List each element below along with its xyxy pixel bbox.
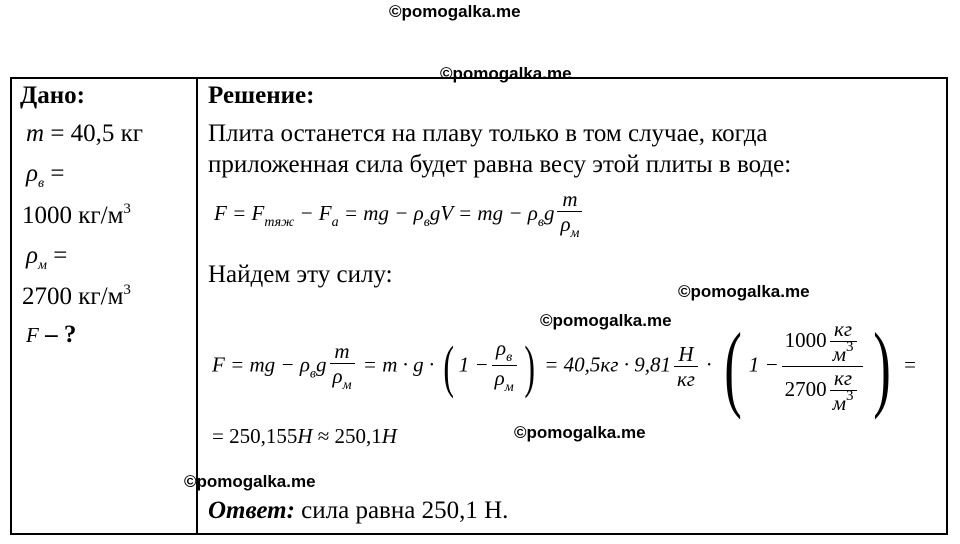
f2-inner-fraction-1	[830, 318, 857, 366]
f2-frac2-num-sub: в	[506, 350, 513, 365]
watermark: ©pomogalka.me	[540, 311, 672, 330]
f2-inner2-den	[830, 390, 857, 415]
f3-unit1: Н	[297, 424, 313, 448]
rho-marble-sub: м	[38, 258, 47, 273]
mass-var: m	[26, 120, 45, 147]
solution-heading: Решение:	[208, 82, 315, 109]
f2-one-minus-2: 1 −	[748, 352, 779, 377]
f2-inner1-num: кг	[834, 317, 853, 341]
cube-superscript: 3	[123, 282, 131, 298]
f2-frac1-den-rho: ρ	[332, 363, 343, 388]
f1-mid2: gV = mg − ρ	[429, 200, 538, 225]
formula-calculation	[212, 312, 917, 420]
f2-equals: =	[897, 352, 917, 377]
f1-mid: = mg − ρ	[338, 200, 424, 225]
find-var: F	[26, 323, 39, 347]
f1-sub-a: а	[331, 214, 339, 230]
f2-frac2-num	[493, 337, 515, 365]
f2-inner1-den	[830, 341, 857, 366]
f2-kg: кг	[600, 352, 619, 377]
mass-value: = 40,5 кг	[44, 120, 144, 147]
f2-big-num-value: 1000	[784, 327, 827, 352]
f2-inner2-den-m: м	[832, 391, 847, 416]
f2-dot-981: · 9,81	[618, 352, 671, 377]
rho-symbol: ρ	[26, 160, 38, 187]
f1-fraction	[557, 188, 582, 242]
f2-unit-num: Н	[678, 341, 694, 366]
table-border-right	[946, 77, 948, 535]
f3-approx: ≈ 250,1	[312, 424, 382, 448]
f1-sub-v2: в	[537, 214, 544, 230]
solution-text-line2: приложенная сила будет равна весу этой плиты в воде:	[208, 151, 792, 178]
f2-inner1-den-m: м	[832, 342, 847, 367]
f1-frac-num: m	[562, 187, 578, 211]
watermark: ©pomogalka.me	[389, 2, 521, 21]
given-mass	[26, 121, 143, 146]
answer-label: Ответ:	[208, 497, 295, 524]
watermark: ©pomogalka.me	[514, 423, 646, 442]
rho-marble-eq: =	[46, 242, 68, 269]
f2-frac2-den-rho: ρ	[494, 366, 505, 391]
f2-inner2-cube: 3	[846, 388, 854, 405]
big-right-paren: )	[872, 312, 891, 420]
f2-frac1-num: m	[334, 338, 350, 363]
f1-g: g	[543, 200, 555, 225]
watermark: ©pomogalka.me	[440, 64, 572, 83]
f3-unit2: Н	[381, 424, 397, 448]
formula-result	[212, 424, 397, 449]
f1-frac-den-rho: ρ	[560, 212, 571, 237]
f2-unit-fraction	[674, 343, 698, 391]
f2-big-num	[782, 318, 863, 366]
rho-water-value: 1000 кг/м	[22, 202, 124, 229]
f1-sub-v1: в	[423, 214, 430, 230]
left-paren: (	[443, 333, 455, 399]
given-rho-water-value	[22, 203, 131, 228]
answer	[208, 498, 508, 523]
f1-frac-den	[557, 211, 582, 242]
cube-superscript: 3	[123, 201, 131, 217]
watermark: ©pomogalka.me	[184, 472, 316, 491]
f1-minus-fa: − F	[294, 200, 332, 225]
rho-marble-value: 2700 кг/м	[22, 283, 124, 310]
f2-one-minus: 1 −	[458, 352, 489, 377]
f2-inner-fraction-2	[830, 367, 857, 415]
f2-g: g	[316, 352, 327, 377]
f2-eq-m-g: = m · g ·	[357, 352, 435, 377]
f2-unit-den: кг	[674, 366, 698, 391]
f2-dot: ·	[700, 352, 712, 377]
given-rho-marble	[26, 243, 67, 273]
given-find	[26, 322, 76, 347]
f2-eq-num: = 40,5	[538, 352, 601, 377]
answer-text: сила равна 250,1 Н.	[294, 497, 509, 524]
f2-big-den	[782, 366, 863, 415]
solution-text-line1: Плита останется на плаву только в том случае, когда	[208, 120, 768, 147]
f3-value: = 250,155	[212, 424, 298, 448]
find-force-text: Найдем эту силу:	[208, 261, 393, 288]
rho-symbol: ρ	[26, 242, 38, 269]
rho-water-sub: в	[38, 176, 45, 191]
right-paren: )	[524, 333, 535, 399]
f2-frac2-den	[492, 365, 517, 396]
big-left-paren: (	[723, 312, 742, 420]
f2-frac1-den-sub: м	[342, 377, 352, 393]
f2-frac2-num-rho: ρ	[496, 336, 507, 360]
f2-fraction-1	[330, 340, 355, 394]
given-heading: Дано:	[20, 82, 85, 109]
f1-frac-den-sub: м	[570, 226, 580, 242]
find-question: – ?	[45, 321, 77, 348]
f2-big-fraction	[782, 318, 863, 415]
f2-fraction-2	[492, 337, 517, 396]
rho-water-eq: =	[44, 160, 65, 187]
given-rho-water	[26, 161, 64, 191]
f2-big-den-value: 2700	[784, 377, 827, 402]
f1-sub-grav: тяж	[264, 214, 295, 230]
f1-lhs: F = F	[214, 200, 265, 225]
column-divider	[196, 77, 198, 535]
f2-lhs: F = mg − ρ	[212, 352, 310, 377]
given-rho-marble-value	[22, 284, 131, 309]
table-border-bottom	[10, 533, 948, 535]
table-border-left	[10, 77, 12, 535]
f2-frac2-den-sub: м	[504, 380, 514, 396]
f2-inner2-num: кг	[834, 366, 853, 391]
f2-frac1-den	[330, 363, 355, 394]
f2-inner1-cube: 3	[846, 339, 854, 356]
f2-sub-v: в	[309, 366, 316, 382]
formula-weight-in-water	[214, 188, 585, 242]
watermark: ©pomogalka.me	[678, 282, 810, 301]
